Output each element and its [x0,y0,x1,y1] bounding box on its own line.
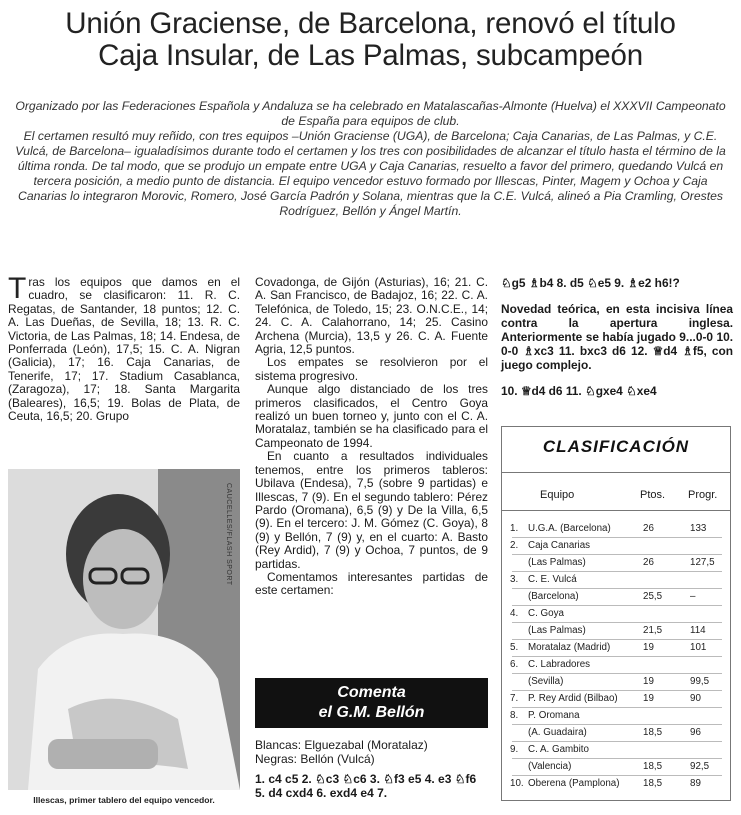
header-points: Ptos. [640,489,666,501]
standing-points: 18,5 [643,727,663,738]
standing-team: C. Goya [528,608,564,619]
banner-line-2: el G.M. Bellón [318,704,425,721]
row-divider [512,741,722,742]
standing-progr: 96 [690,727,701,738]
article-column-3 [501,276,733,410]
standing-team: Oberena (Pamplona) [528,778,620,789]
game-moves: 1. c4 c5 2. ♘c3 ♘c6 3. ♘f3 e5 4. e3 ♘f6 5. d4 cxd4 6. exd4 e4 7. [255,772,477,800]
row-divider [512,537,722,538]
column-2-paragraph-3: Aunque algo distanciado de los tres primeros clasificados, el Centro Goya realizó un buen torneo y, junto con el C. A. Moratalaz, también se ha clasificado para el Campeonato de 1994. [255,382,488,450]
standing-points: 19 [643,676,654,687]
article-column-1 [8,272,240,424]
intro [14,99,727,219]
standing-position: 3. [510,574,519,585]
photo-illustration [8,469,240,790]
standing-team: P. Rey Ardid (Bilbao) [528,693,618,704]
column-2-paragraph-1: Covadonga, de Gijón (Asturias), 16; 21. C. A. San Francisco, de Badajoz, 16; 22. C. A. Telefónica, de Toledo, 15; 23. O.N.C.E., 14; 24. C. A. Calahorrano, 14; 25. Casino Archena (Murcia), 13,5 y 26. C. A. Fuente Agria, 12,5 puntos. [255,275,488,357]
standing-points: 19 [643,642,654,653]
standing-team: C. Labradores [528,659,591,670]
standing-team: Caja Canarias [528,540,591,551]
header-team: Equipo [540,489,575,501]
commentary-banner [255,678,488,728]
standing-position: 5. [510,642,519,653]
standing-position: 7. [510,693,519,704]
row-divider [512,656,722,657]
standing-team-city: (A. Guadaira) [528,727,587,738]
standing-progr: 90 [690,693,701,704]
standing-position: 9. [510,744,519,755]
row-inner-divider [512,588,722,589]
standing-position: 6. [510,659,519,670]
row-divider [512,605,722,606]
standing-progr: – [690,591,696,602]
title-divider [502,472,730,473]
standing-progr: 133 [690,523,707,534]
row-inner-divider [512,724,722,725]
standing-team-city: (Barcelona) [528,591,579,602]
headline-line-2: Caja Insular, de Las Palmas, subcampeón [98,39,643,72]
standing-points: 18,5 [643,778,663,789]
standing-points: 26 [643,557,654,568]
standing-team: C. A. Gambito [528,744,589,755]
row-inner-divider [512,673,722,674]
row-divider [512,775,722,776]
theory-note: Novedad teórica, en esta incisiva línea contra la apertura inglesa. Anteriormente se había jugado 9...0-0 10. 0-0 ♗xc3 11. bxc3 d6 12. ♕d4 ♗f5, con juego complejo. [501,302,733,372]
photo-caption: Illescas, primer tablero del equipo vencedor. [33,795,215,805]
standing-team: P. Oromana [528,710,580,721]
standing-progr: 89 [690,778,701,789]
intro-paragraph-1: Organizado por las Federaciones Española y Andaluza se ha celebrado en Matalascañas-Almonte (Huelva) el XXXVII Campeonato de España para equipos de club. [15,99,726,128]
standings-table [501,426,731,801]
row-inner-divider [512,554,722,555]
standing-points: 18,5 [643,761,663,772]
column-2-paragraph-4: En cuanto a resultados individuales tenemos, entre los primeros tableros: Ubilava (Endesa), 7,5 (sobre 9 partidas) e Illescas, 7 (9). En el segundo tablero: Pérez Pardo (Oromana), 6,5 (9) y De la Villa, 6,5 (9). En el tercero: J. M. Gómez (C. Goya), 8 (9) y Bellón, 7 (9) y, en el cuarto: A. Basto (Rey Ardid), 7 (9) y Ochoa, 7 puntos, de 9 partidas. [255,449,488,571]
standing-points: 25,5 [643,591,663,602]
moves-continuation: ♘g5 ♗b4 8. d5 ♘e5 9. ♗e2 h6!? [501,276,680,290]
column-2-paragraph-5: Comentamos interesantes partidas de este certamen: [255,569,488,598]
black-player: Negras: Bellón (Vulcá) [255,752,375,766]
game-header [255,738,488,806]
headline-line-1: Unión Graciense, de Barcelona, renovó el título [65,7,676,40]
standing-team: U.G.A. (Barcelona) [528,523,611,534]
header-progr: Progr. [688,489,718,501]
row-inner-divider [512,622,722,623]
standing-position: 1. [510,523,519,534]
article-column-2 [255,276,488,598]
standing-position: 10. [510,778,524,789]
banner-line-1: Comenta [337,684,406,701]
standing-team-city: (Valencia) [528,761,572,772]
white-player: Blancas: Elguezabal (Moratalaz) [255,738,428,752]
standing-progr: 114 [690,625,706,636]
player-photo [8,469,240,790]
standing-position: 4. [510,608,519,619]
standing-team-city: (Las Palmas) [528,557,586,568]
standing-progr: 101 [690,642,707,653]
moves-continuation-2: 10. ♕d4 d6 11. ♘gxe4 ♘xe4 [501,384,657,398]
row-divider [512,707,722,708]
standing-points: 19 [643,693,654,704]
standing-progr: 127,5 [690,557,715,568]
standing-team: C. E. Vulcá [528,574,577,585]
standing-position: 8. [510,710,519,721]
standing-team-city: (Sevilla) [528,676,564,687]
standing-team-city: (Las Palmas) [528,625,586,636]
standing-progr: 92,5 [690,761,710,772]
standing-team: Moratalaz (Madrid) [528,642,611,653]
standing-progr: 99,5 [690,676,710,687]
row-inner-divider [512,758,722,759]
column-2-paragraph-2: Los empates se resolvieron por el sistema progresivo. [255,355,488,383]
row-divider [512,639,722,640]
photo-credit: CAUCELLES/FLASH SPORT [225,483,232,586]
headline [0,8,741,72]
standing-position: 2. [510,540,519,551]
row-divider [512,690,722,691]
intro-paragraph-2: El certamen resultó muy reñido, con tres equipos –Unión Graciense (UGA), de Barcelona; Caja Canarias, de Las Palmas, y C.E. Vulcá, de Barcelona– igualadísimos durante todo el certamen y los tres con posibilidades de alcanzar el título hasta el término de la última ronda. De tal modo, que se produjo un empate entre UGA y Caja Canarias, resuelto a favor del primero, quedando Vulcá en tercera posición, a medio punto de distancia. El equipo vencedor estuvo formado por Illescas, Pinter, Magem y Ochoa y Caja Canarias lo integraron Morovic, Romero, José García Padrón y Solana, mientras que la C.E. Vulcá, alineó a Pia Cramling, Orestes Rodríguez, Bellón y Ángel Martín. [15,129,726,218]
column-1-text: ras los equipos que damos en el cuadro, se clasificaron: 11. R. C. Regatas, de Santander, 18 puntos; 12. C. A. Las Dueñas, de Sevilla, 18; 13. R. C. Victoria, de Las Palmas, 18; 14. Endesa, de Ponferrada (León), 17,5; 15. C. A. Nigran (Galicia), 17; 16. Caja Canarias, de Tenerife, 17; 17. Stadium Casablanca, (Zaragoza), 17; 18. Santa Margarita (Baleares), 16,5; 19. Bolas de Plata, de Ceuta, 16,5; 20. Grupo [8,275,240,424]
standings-title: CLASIFICACIÓN [542,437,690,456]
standing-points: 26 [643,523,654,534]
header-divider [502,510,730,511]
drop-cap: T [8,272,27,305]
row-divider [512,571,722,572]
standing-points: 21,5 [643,625,663,636]
